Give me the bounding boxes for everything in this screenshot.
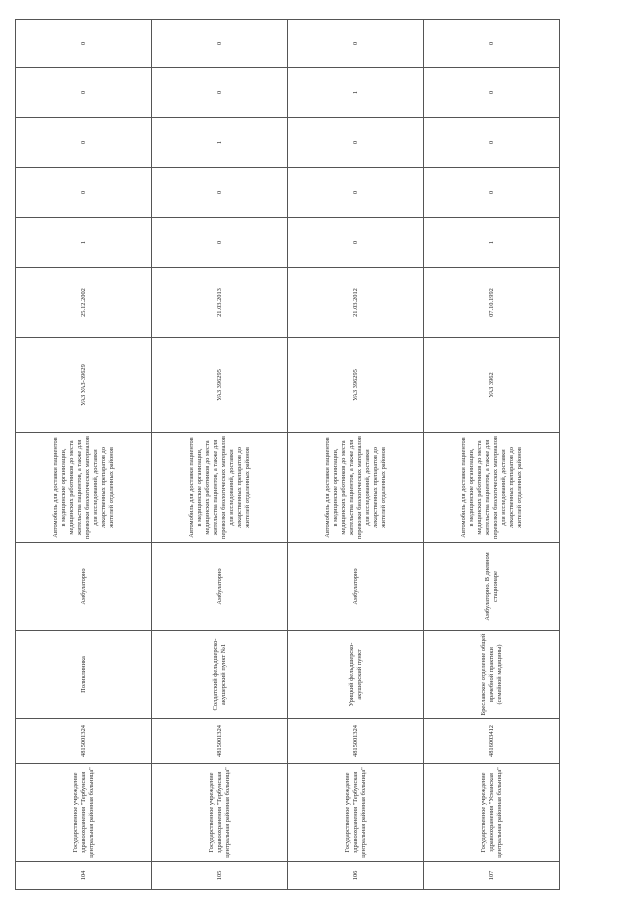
row-number-cell: 105 bbox=[152, 862, 288, 890]
count-cell-2: 0 bbox=[152, 168, 288, 218]
unit-cell: Урицкий фельдшерско-акушерский пункт bbox=[288, 631, 424, 719]
count-cell-2: 0 bbox=[288, 168, 424, 218]
vehicle-model-cell: УАЗ 396295 bbox=[288, 338, 424, 433]
code-cell: 4815001324 bbox=[152, 719, 288, 764]
count-cell-3: 1 bbox=[152, 118, 288, 168]
count-cell-4: 1 bbox=[288, 68, 424, 118]
organization-cell: Государственное учреждение здравоохранения "Тербунская центральная районная больница" bbox=[288, 764, 424, 862]
unit-cell: Солдатский фельдшерско-акушерский пункт №1 bbox=[152, 631, 288, 719]
care-conditions-cell: Амбулаторно bbox=[288, 543, 424, 631]
table-row bbox=[288, 20, 424, 890]
organization-cell: Государственное учреждение здравоохранения "Усманская центральная районная больница" bbox=[424, 764, 560, 862]
count-cell-5: 0 bbox=[288, 20, 424, 68]
row-number-cell: 104 bbox=[16, 862, 152, 890]
count-cell-3: 0 bbox=[424, 118, 560, 168]
count-cell-1: 0 bbox=[288, 218, 424, 268]
count-cell-1: 1 bbox=[424, 218, 560, 268]
count-cell-5: 0 bbox=[16, 20, 152, 68]
count-cell-2: 0 bbox=[16, 168, 152, 218]
count-cell-4: 0 bbox=[152, 68, 288, 118]
row-number-cell: 107 bbox=[424, 862, 560, 890]
count-cell-1: 1 bbox=[16, 218, 152, 268]
date-cell: 25.12.2002 bbox=[16, 268, 152, 338]
vehicle-purpose-cell: Автомобиль для доставки пациентов в медицинские организации, медицинских работников до места жительства пациентов, а также для перевозки биологических материалов для исследований, доставки лекарственных препаратов до жителей отдаленных районов bbox=[152, 433, 288, 543]
vehicle-purpose-cell: Автомобиль для доставки пациентов в медицинские организации, медицинских работников до места жительства пациентов, а также для перевозки биологических материалов для исследований, доставки лекарственных препаратов до жителей отдаленных районов bbox=[424, 433, 560, 543]
unit-cell: Бреславское отделение общей врачебной практики (семейной медицины) bbox=[424, 631, 560, 719]
care-conditions-cell: Амбулаторно. В дневном стационаре bbox=[424, 543, 560, 631]
date-cell: 21.03.2013 bbox=[152, 268, 288, 338]
table-row bbox=[16, 20, 152, 890]
organization-cell: Государственное учреждение здравоохранения "Тербунская центральная районная больница" bbox=[16, 764, 152, 862]
vehicle-purpose-cell: Автомобиль для доставки пациентов в медицинские организации, медицинских работников до места жительства пациентов, а также для перевозки биологических материалов для исследований, доставки лекарственных препаратов до жителей отдаленных районов bbox=[288, 433, 424, 543]
row-number-cell: 106 bbox=[288, 862, 424, 890]
vehicle-purpose-cell: Автомобиль для доставки пациентов в медицинские организации, медицинских работников до места жительства пациентов, а также для перевозки биологических материалов для исследований, доставки лекарственных препаратов до жителей отдаленных районов bbox=[16, 433, 152, 543]
code-cell: 4815001324 bbox=[288, 719, 424, 764]
count-cell-3: 0 bbox=[16, 118, 152, 168]
table-row bbox=[424, 20, 560, 890]
table-row bbox=[152, 20, 288, 890]
count-cell-1: 0 bbox=[152, 218, 288, 268]
vehicle-model-cell: УАЗ 3962 bbox=[424, 338, 560, 433]
rotated-document-page bbox=[15, 20, 560, 890]
count-cell-4: 0 bbox=[16, 68, 152, 118]
vehicle-records-table bbox=[15, 19, 560, 890]
count-cell-3: 0 bbox=[288, 118, 424, 168]
code-cell: 4815001324 bbox=[16, 719, 152, 764]
vehicle-model-cell: УАЗ УАЗ-39629 bbox=[16, 338, 152, 433]
care-conditions-cell: Амбулаторно bbox=[152, 543, 288, 631]
code-cell: 4816003412 bbox=[424, 719, 560, 764]
count-cell-5: 0 bbox=[424, 20, 560, 68]
organization-cell: Государственное учреждение здравоохранения "Тербунская центральная районная больница" bbox=[152, 764, 288, 862]
unit-cell: Поликлиника bbox=[16, 631, 152, 719]
count-cell-2: 0 bbox=[424, 168, 560, 218]
care-conditions-cell: Амбулаторно bbox=[16, 543, 152, 631]
count-cell-5: 0 bbox=[152, 20, 288, 68]
date-cell: 07.10.1992 bbox=[424, 268, 560, 338]
count-cell-4: 0 bbox=[424, 68, 560, 118]
vehicle-model-cell: УАЗ 396295 bbox=[152, 338, 288, 433]
date-cell: 21.03.2012 bbox=[288, 268, 424, 338]
